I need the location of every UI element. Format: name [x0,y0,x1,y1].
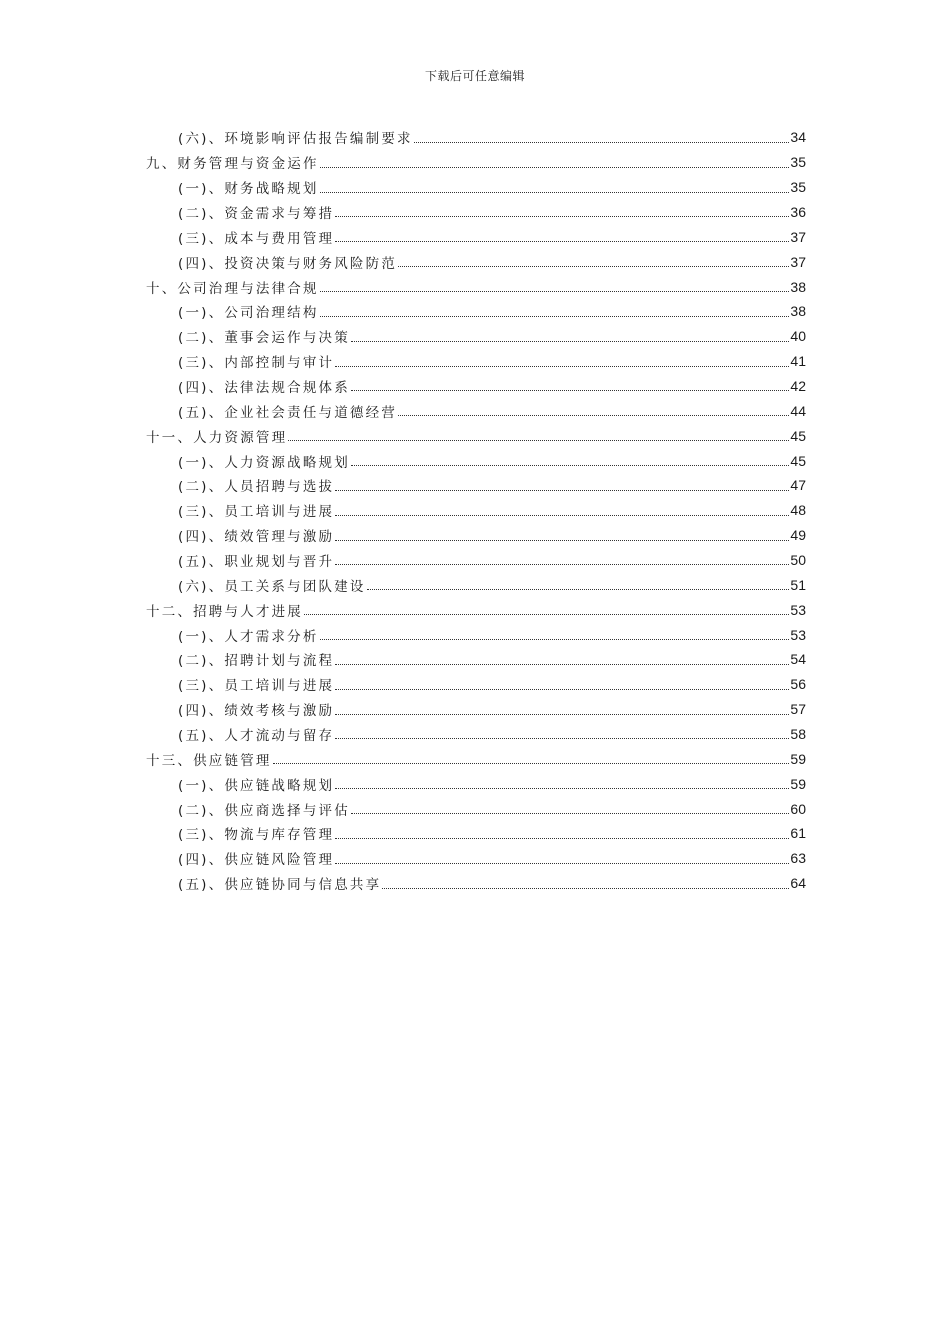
toc-dot-leader [335,688,789,690]
toc-dot-leader [335,240,789,242]
toc-entry-title: (三)、员工培训与进展 [178,504,335,521]
toc-section-entry[interactable] [0,398,950,423]
toc-entry-page-number: 63 [790,850,806,867]
toc-entry-title: (二)、资金需求与筹措 [178,206,335,222]
toc-section-entry[interactable] [0,224,950,249]
toc-entry-page-number: 48 [790,502,806,519]
toc-entry-page-number: 53 [790,601,806,618]
toc-section-entry[interactable] [0,249,950,274]
toc-section-entry[interactable] [0,299,950,324]
toc-entry-page-number: 56 [790,676,806,693]
toc-entry-title: 十三、供应链管理 [146,752,272,769]
toc-entry-page-number: 53 [790,626,806,643]
toc-entry-page-number: 40 [790,328,806,345]
toc-section-entry[interactable] [0,349,950,374]
toc-entry-page-number: 57 [790,701,806,718]
toc-entry-page-number: 37 [790,228,806,245]
toc-dot-leader [335,663,789,665]
toc-entry-page-number: 35 [790,179,806,196]
toc-section-entry[interactable] [0,722,950,747]
toc-entry-title: (五)、人才流动与留存 [178,728,335,745]
toc-dot-leader [398,414,789,416]
toc-entry-title: (五)、企业社会责任与道德经营 [178,404,398,421]
toc-dot-leader [320,191,790,193]
toc-chapter-entry[interactable] [0,274,950,299]
toc-entry-title: (三)、员工培训与进展 [178,678,335,695]
toc-dot-leader [351,340,789,342]
toc-entry-title: (一)、供应链战略规划 [178,777,335,794]
page-header: 下载后可任意编辑 [424,69,525,83]
toc-dot-leader [335,713,789,715]
toc-dot-leader [335,489,789,491]
toc-entry-title: (一)、人才需求分析 [178,628,319,645]
toc-entry-page-number: 59 [790,775,806,792]
toc-dot-leader [335,862,789,864]
toc-dot-leader [320,290,790,292]
toc-entry-title: (四)、绩效管理与激励 [178,529,335,546]
toc-section-entry[interactable] [0,846,950,871]
toc-entry-title: 九、财务管理与资金运作 [146,156,319,173]
toc-entry-page-number: 45 [790,427,806,444]
toc-entry-title: (四)、投资决策与财务风险防范 [178,255,398,272]
toc-entry-title: (一)、人力资源战略规划 [178,454,350,471]
toc-entry-title: (六)、员工关系与团队建设 [178,578,366,595]
toc-entry-title: (三)、成本与费用管理 [178,230,335,247]
toc-entry-page-number: 38 [790,303,806,320]
toc-section-entry[interactable] [0,374,950,399]
toc-entry-title: (二)、董事会运作与决策 [178,330,350,347]
toc-dot-leader [335,215,789,217]
toc-dot-leader [288,439,789,441]
toc-dot-leader [335,563,789,565]
toc-chapter-entry[interactable] [0,150,950,175]
toc-section-entry[interactable] [0,821,950,846]
toc-entry-page-number: 60 [790,800,806,817]
toc-dot-leader [335,365,789,367]
toc-entry-page-number: 42 [790,378,806,395]
toc-section-entry[interactable] [0,125,950,150]
toc-entry-page-number: 54 [790,651,806,668]
toc-dot-leader [351,389,789,391]
toc-entry-title: (五)、职业规划与晋升 [178,554,335,571]
toc-section-entry[interactable] [0,697,950,722]
toc-entry-title: 十一、人力资源管理 [146,429,288,446]
toc-entry-page-number: 35 [790,154,806,171]
toc-dot-leader [320,315,790,317]
toc-entry-title: (一)、公司治理结构 [178,305,319,322]
toc-entry-page-number: 50 [790,552,806,569]
toc-entry-page-number: 58 [790,726,806,743]
toc-dot-leader [367,588,790,590]
toc-section-entry[interactable] [0,647,950,672]
toc-section-entry[interactable] [0,871,950,896]
toc-section-entry[interactable] [0,796,950,821]
toc-section-entry[interactable] [0,473,950,498]
toc-entry-page-number: 49 [790,527,806,544]
toc-entry-page-number: 64 [790,875,806,892]
toc-chapter-entry[interactable] [0,597,950,622]
toc-entry-page-number: 34 [790,129,806,146]
toc-section-entry[interactable] [0,622,950,647]
toc-entry-page-number: 37 [790,253,806,270]
toc-entry-page-number: 36 [790,204,806,220]
toc-entry-title: 十二、招聘与人才进展 [146,603,303,620]
toc-entry-title: (二)、招聘计划与流程 [178,653,335,670]
toc-section-entry[interactable] [0,175,950,200]
toc-entry-title: (四)、法律法规合规体系 [178,380,350,397]
toc-section-entry[interactable] [0,448,950,473]
toc-entry-page-number: 51 [790,576,806,593]
toc-section-entry[interactable] [0,523,950,548]
toc-dot-leader [335,514,789,516]
toc-section-entry[interactable] [0,498,950,523]
toc-dot-leader [320,166,790,168]
toc-entry-title: (六)、环境影响评估报告编制要求 [178,131,413,148]
toc-dot-leader [335,539,789,541]
toc-section-entry[interactable] [0,771,950,796]
toc-dot-leader [335,737,789,739]
toc-section-entry[interactable] [0,672,950,697]
toc-dot-leader [351,464,789,466]
toc-entry-title: (一)、财务战略规划 [178,181,319,198]
toc-dot-leader [320,638,790,640]
toc-entry-title: (四)、绩效考核与激励 [178,703,335,720]
toc-entry-title: (四)、供应链风险管理 [178,852,335,869]
toc-entry-page-number: 59 [790,750,806,767]
toc-dot-leader [273,762,790,764]
toc-entry-page-number: 61 [790,825,806,842]
toc-entry-title: 十、公司治理与法律合规 [146,280,319,297]
toc-entry-page-number: 47 [790,477,806,494]
toc-entry-page-number: 41 [790,353,806,370]
toc-entry-page-number: 38 [790,278,806,295]
toc-dot-leader [351,812,789,814]
toc-entry-page-number: 44 [790,402,806,419]
table-of-contents [0,125,950,896]
toc-dot-leader [335,837,789,839]
toc-dot-leader [304,613,789,615]
toc-dot-leader [382,887,789,889]
toc-section-entry[interactable] [0,200,950,225]
toc-entry-title: (二)、人员招聘与选拔 [178,479,335,496]
toc-dot-leader [398,265,789,267]
toc-section-entry[interactable] [0,572,950,597]
toc-entry-page-number: 45 [790,452,806,469]
toc-section-entry[interactable] [0,324,950,349]
toc-dot-leader [414,141,790,143]
toc-entry-title: (二)、供应商选择与评估 [178,802,350,819]
toc-entry-title: (三)、内部控制与审计 [178,355,335,372]
toc-dot-leader [335,787,789,789]
toc-entry-title: (五)、供应链协同与信息共享 [178,877,382,894]
toc-entry-title: (三)、物流与库存管理 [178,827,335,844]
toc-chapter-entry[interactable] [0,746,950,771]
toc-section-entry[interactable] [0,548,950,573]
toc-chapter-entry[interactable] [0,423,950,448]
